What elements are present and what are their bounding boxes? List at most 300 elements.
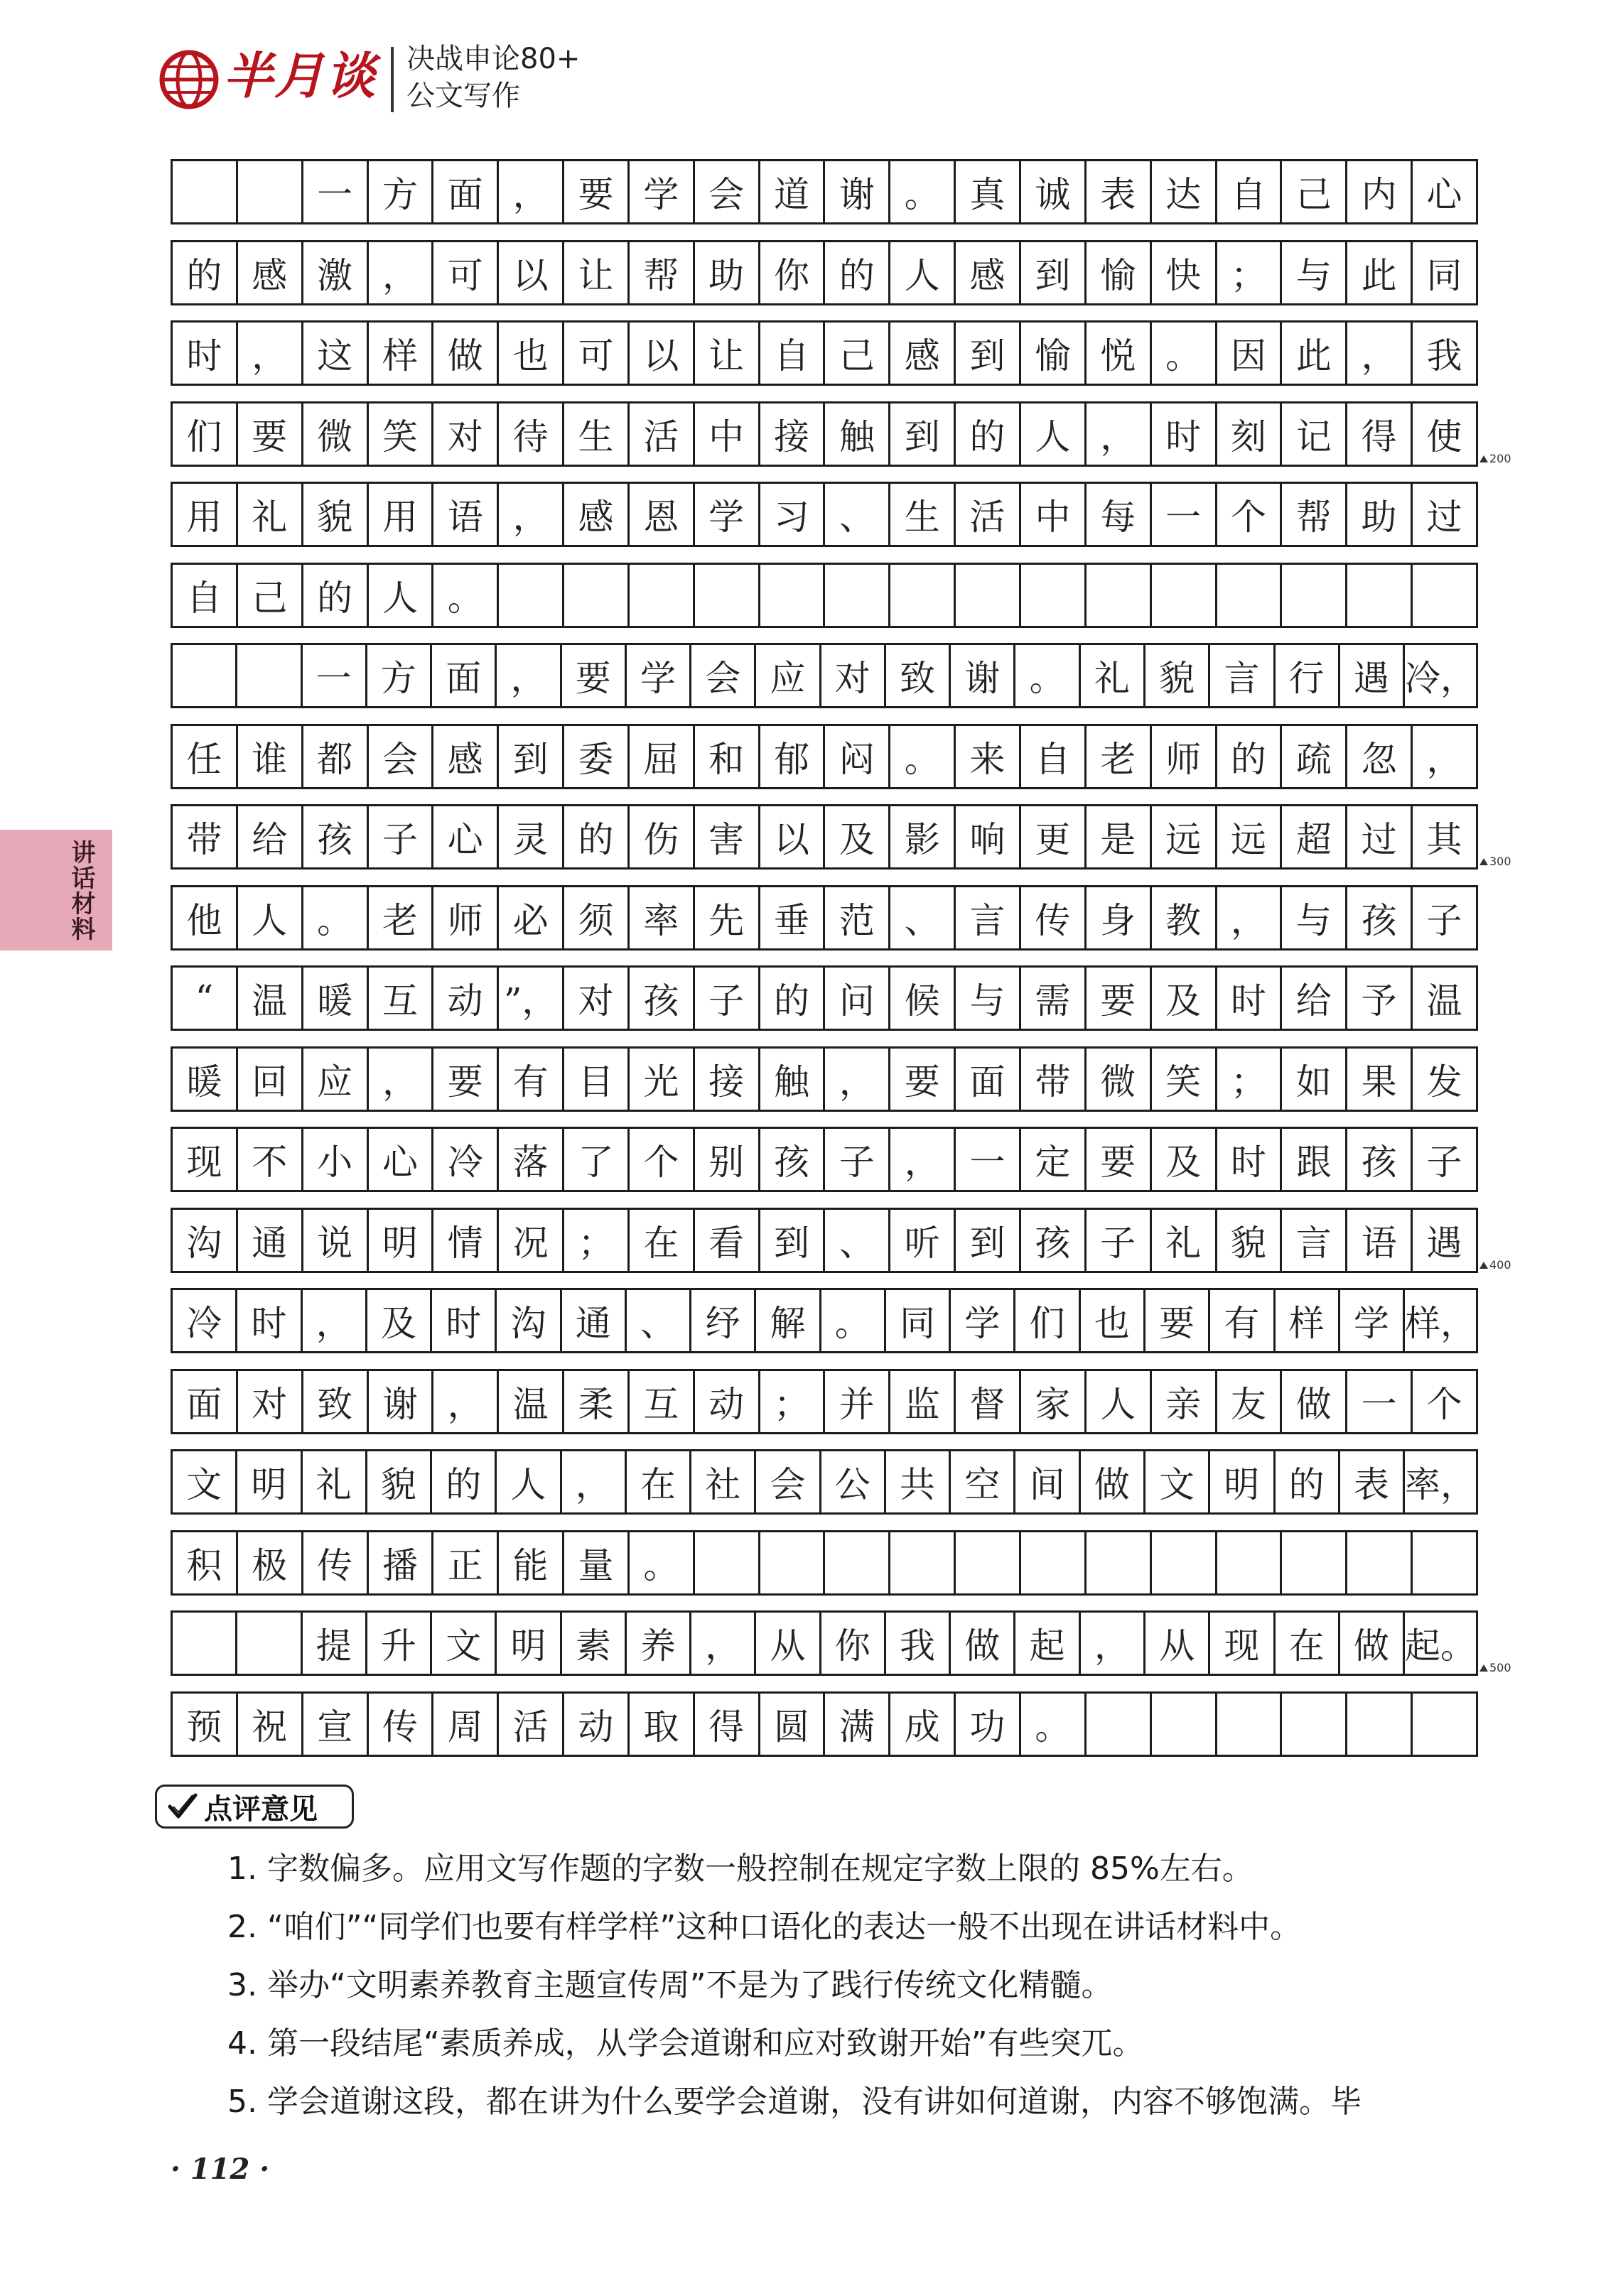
grid-cell <box>1152 1694 1217 1755</box>
grid-cell: 触 <box>825 404 890 465</box>
grid-cell: 的 <box>956 404 1021 465</box>
grid-cell: 微 <box>303 404 369 465</box>
grid-cell: 亲 <box>1152 1371 1217 1432</box>
grid-cell: ， <box>303 1290 367 1351</box>
grid-cell: 谢 <box>825 161 890 222</box>
grid-cell: 及 <box>1152 968 1217 1029</box>
grid-cell: 有 <box>499 1049 564 1110</box>
grid-cell: 督 <box>956 1371 1021 1432</box>
word-count-marker <box>1479 855 1511 868</box>
grid-cell: 一 <box>303 161 369 222</box>
grid-cell: 候 <box>890 968 956 1029</box>
grid-cell: 做 <box>433 323 499 384</box>
grid-cell: 通 <box>562 1290 627 1351</box>
grid-cell: 、 <box>627 1290 691 1351</box>
triangle-marker-icon <box>1479 858 1488 865</box>
grid-cell: 率， <box>1405 1464 1477 1505</box>
grid-cell: 。 <box>890 726 956 787</box>
grid-row <box>171 1530 1478 1596</box>
grid-cell: 现 <box>1210 1613 1275 1674</box>
grid-cell: 暖 <box>173 1049 238 1110</box>
grid-cell: 帮 <box>630 242 695 303</box>
comment-item: 2. “咱们”“同学们也要有样学样”这种口语化的表达一般不出现在讲话材料中。 <box>227 1909 1302 1945</box>
grid-cell: 明 <box>369 1210 434 1271</box>
grid-cell: 到 <box>890 404 956 465</box>
grid-cell: 貌 <box>1217 1210 1283 1271</box>
grid-cell <box>695 1532 760 1593</box>
grid-cell: 。 <box>1021 1694 1087 1755</box>
grid-cell: 会 <box>695 161 760 222</box>
grid-cell: 问 <box>825 968 890 1029</box>
word-count-label: 200 <box>1489 451 1511 465</box>
grid-cell: 应 <box>756 645 821 706</box>
grid-cell: 言 <box>956 887 1021 948</box>
grid-cell: 取 <box>630 1694 695 1755</box>
grid-cell: 貌 <box>1146 645 1210 706</box>
grid-cell: 对 <box>564 968 630 1029</box>
grid-cell: 沟 <box>173 1210 238 1271</box>
grid-cell: 快 <box>1152 242 1217 303</box>
grid-cell: 活 <box>956 484 1021 545</box>
grid-cell: 一 <box>1347 1371 1413 1432</box>
grid-cell: 要 <box>562 645 627 706</box>
grid-cell: 、 <box>890 887 956 948</box>
grid-cell: 极 <box>238 1532 303 1593</box>
grid-cell <box>1087 565 1152 626</box>
grid-cell: 师 <box>1152 726 1217 787</box>
grid-cell: 满 <box>825 1694 890 1755</box>
grid-row <box>171 1610 1478 1676</box>
grid-cell: 互 <box>369 968 434 1029</box>
grid-cell: 社 <box>691 1451 756 1512</box>
grid-cell: 及 <box>825 806 890 867</box>
grid-cell: 发 <box>1426 1061 1462 1103</box>
grid-cell: 子 <box>1087 1210 1152 1271</box>
grid-cell: 使 <box>1426 416 1462 457</box>
grid-cell: 跟 <box>1282 1129 1347 1190</box>
grid-cell: 了 <box>564 1129 630 1190</box>
grid-row <box>171 563 1478 628</box>
triangle-marker-icon <box>1479 1262 1488 1269</box>
grid-cell: 人 <box>890 242 956 303</box>
grid-cell: 貌 <box>367 1451 432 1512</box>
grid-cell: 起。 <box>1405 1625 1477 1667</box>
grid-cell: 不 <box>238 1129 303 1190</box>
grid-cell: 积 <box>173 1532 238 1593</box>
grid-cell <box>890 565 956 626</box>
grid-cell: 感 <box>890 323 956 384</box>
grid-cell: 传 <box>1021 887 1087 948</box>
grid-cell <box>238 161 303 222</box>
grid-cell: 公 <box>821 1451 886 1512</box>
comment-item: 1. 字数偏多。应用文写作题的字数一般控制在规定字数上限的 85%左右。 <box>227 1851 1254 1887</box>
grid-cell: 闷 <box>825 726 890 787</box>
brand-name: 半月谈 <box>223 47 377 105</box>
word-count-label: 500 <box>1489 1661 1511 1674</box>
grid-cell: 。 <box>1152 323 1217 384</box>
grid-cell: 家 <box>1021 1371 1087 1432</box>
grid-cell: 语 <box>433 484 499 545</box>
grid-cell: 师 <box>433 887 499 948</box>
grid-cell: 个 <box>630 1129 695 1190</box>
word-count-marker <box>1479 1259 1511 1272</box>
grid-cell: 此 <box>1282 323 1347 384</box>
grid-cell <box>695 565 760 626</box>
grid-cell: 要 <box>433 1049 499 1110</box>
grid-cell: 明 <box>497 1613 561 1674</box>
grid-row <box>171 159 1478 224</box>
grid-cell: 学 <box>1340 1290 1405 1351</box>
grid-cell: 是 <box>1087 806 1152 867</box>
grid-cell: 。 <box>1015 645 1080 706</box>
grid-cell: 人 <box>1021 404 1087 465</box>
grid-cell: ， <box>499 161 564 222</box>
grid-cell: 言 <box>1210 645 1275 706</box>
grid-cell: 更 <box>1021 806 1087 867</box>
grid-cell: 样 <box>1276 1290 1340 1351</box>
grid-cell: ； <box>1217 1049 1283 1110</box>
grid-cell: 明 <box>237 1451 302 1512</box>
grid-cell: 远 <box>1217 806 1283 867</box>
grid-cell <box>173 1613 237 1674</box>
word-count-label: 400 <box>1489 1257 1511 1272</box>
grid-cell: 给 <box>238 806 303 867</box>
grid-cell: 激 <box>303 242 369 303</box>
grid-cell: 须 <box>564 887 630 948</box>
grid-cell: 礼 <box>1152 1210 1217 1271</box>
grid-row <box>171 885 1478 951</box>
grid-cell: 活 <box>630 404 695 465</box>
grid-cell: ； <box>1217 242 1283 303</box>
grid-cell: ， <box>1426 738 1462 780</box>
grid-cell: 得 <box>1347 404 1413 465</box>
grid-cell: 的 <box>432 1451 497 1512</box>
grid-cell: ， <box>1087 404 1152 465</box>
grid-cell: 带 <box>173 806 238 867</box>
grid-cell <box>1152 1532 1217 1593</box>
grid-cell: 升 <box>367 1613 432 1674</box>
grid-cell: 致 <box>886 645 951 706</box>
grid-cell: 周 <box>433 1694 499 1755</box>
triangle-marker-icon <box>1479 1664 1488 1672</box>
grid-cell: 给 <box>1282 968 1347 1029</box>
grid-cell: 动 <box>564 1694 630 1755</box>
comment-item: 5. 学会道谢这段，都在讲为什么要学会道谢，没有讲如何道谢，内容不够饱满。毕 <box>227 2084 1362 2120</box>
grid-cell: 成 <box>890 1694 956 1755</box>
grid-cell <box>1021 565 1087 626</box>
grid-cell: 恩 <box>630 484 695 545</box>
grid-cell: 暖 <box>303 968 369 1029</box>
grid-cell: 功 <box>956 1694 1021 1755</box>
grid-cell: 间 <box>1015 1451 1080 1512</box>
grid-cell: 同 <box>1426 254 1462 296</box>
grid-cell: 到 <box>956 1210 1021 1271</box>
grid-cell: 的 <box>760 968 826 1029</box>
grid-cell: 生 <box>890 484 956 545</box>
grid-cell: 沟 <box>497 1290 561 1351</box>
grid-cell: 愉 <box>1021 323 1087 384</box>
grid-cell: 别 <box>695 1129 760 1190</box>
grid-cell: 孩 <box>630 968 695 1029</box>
grid-cell: 可 <box>564 323 630 384</box>
grid-cell <box>1347 1694 1413 1755</box>
grid-cell: 礼 <box>1081 645 1146 706</box>
grid-cell: 时 <box>432 1290 497 1351</box>
grid-cell: 人 <box>369 565 434 626</box>
grid-cell <box>173 645 237 706</box>
grid-cell: 达 <box>1152 161 1217 222</box>
grid-cell: 谁 <box>238 726 303 787</box>
grid-cell: 温 <box>1426 980 1462 1022</box>
grid-cell: 也 <box>1081 1290 1146 1351</box>
grid-cell: 因 <box>1217 323 1283 384</box>
grid-cell: 到 <box>499 726 564 787</box>
grid-cell: ， <box>890 1129 956 1190</box>
grid-cell <box>825 1532 890 1593</box>
grid-cell: 定 <box>1021 1129 1087 1190</box>
grid-cell: 面 <box>433 161 499 222</box>
grid-cell: 屈 <box>630 726 695 787</box>
grid-cell: 柔 <box>564 1371 630 1432</box>
grid-cell: 带 <box>1021 1049 1087 1110</box>
grid-cell: 落 <box>499 1129 564 1190</box>
grid-cell: 学 <box>951 1290 1015 1351</box>
grid-cell: 愉 <box>1087 242 1152 303</box>
grid-cell: 生 <box>564 404 630 465</box>
book-title: 公文写作 <box>406 80 520 112</box>
grid-cell: 内 <box>1347 161 1413 222</box>
grid-cell: 必 <box>499 887 564 948</box>
grid-cell: 中 <box>695 404 760 465</box>
comment-item: 4. 第一段结尾“素质养成，从学会道谢和应对致谢开始”有些突兀。 <box>227 2025 1144 2062</box>
grid-cell: 明 <box>1210 1451 1275 1512</box>
grid-cell: 学 <box>695 484 760 545</box>
grid-row <box>171 1449 1478 1515</box>
grid-cell: 悦 <box>1087 323 1152 384</box>
grid-cell: 礼 <box>303 1451 367 1512</box>
grid-cell <box>1347 565 1413 626</box>
grid-cell: ， <box>369 242 434 303</box>
grid-cell: ； <box>760 1371 826 1432</box>
grid-cell <box>1282 1532 1347 1593</box>
grid-cell: 你 <box>821 1613 886 1674</box>
grid-cell: 并 <box>825 1371 890 1432</box>
grid-cell: 的 <box>1276 1451 1340 1512</box>
grid-cell <box>760 1532 826 1593</box>
grid-cell: 语 <box>1347 1210 1413 1271</box>
grid-cell: 任 <box>173 726 238 787</box>
grid-cell: 及 <box>1152 1129 1217 1190</box>
grid-cell: 笑 <box>369 404 434 465</box>
grid-cell: 灵 <box>499 806 564 867</box>
grid-cell: ， <box>238 323 303 384</box>
grid-cell: 接 <box>760 404 826 465</box>
grid-cell: 心 <box>433 806 499 867</box>
grid-cell: ， <box>1217 887 1283 948</box>
grid-cell: 做 <box>1282 1371 1347 1432</box>
grid-cell: 笑 <box>1152 1049 1217 1110</box>
grid-cell: 伤 <box>630 806 695 867</box>
grid-cell: 时 <box>1217 968 1283 1029</box>
page-number: · 112 · <box>171 2152 270 2186</box>
grid-cell: ， <box>1081 1613 1146 1674</box>
grid-cell: 的 <box>825 242 890 303</box>
grid-cell: ， <box>497 645 561 706</box>
grid-cell: 时 <box>1152 404 1217 465</box>
grid-cell: 要 <box>1087 968 1152 1029</box>
comment-list <box>227 1840 1506 2131</box>
grid-cell: 习 <box>760 484 826 545</box>
grid-cell: 子 <box>1426 899 1462 941</box>
grid-cell <box>1087 1532 1152 1593</box>
grid-cell: 先 <box>695 887 760 948</box>
grid-cell: 文 <box>1146 1451 1210 1512</box>
grid-cell: 我 <box>1426 335 1462 377</box>
grid-cell: 其 <box>1426 819 1462 860</box>
grid-cell: 真 <box>956 161 1021 222</box>
grid-cell: ， <box>369 1049 434 1110</box>
grid-cell: 冷 <box>433 1129 499 1190</box>
grid-cell: 起 <box>1015 1613 1080 1674</box>
grid-cell: 教 <box>1152 887 1217 948</box>
grid-cell: 同 <box>886 1290 951 1351</box>
grid-cell: 我 <box>886 1613 951 1674</box>
grid-cell: 以 <box>499 242 564 303</box>
grid-cell: 在 <box>630 1210 695 1271</box>
grid-cell: 现 <box>173 1129 238 1190</box>
grid-cell: ， <box>562 1451 627 1512</box>
grid-cell: 疏 <box>1282 726 1347 787</box>
grid-cell: 可 <box>433 242 499 303</box>
grid-cell: 道 <box>760 161 826 222</box>
grid-cell: 礼 <box>238 484 303 545</box>
grid-cell: 得 <box>695 1694 760 1755</box>
grid-cell: 委 <box>564 726 630 787</box>
grid-cell: 老 <box>369 887 434 948</box>
comment-title: 点评意见 <box>204 1792 318 1826</box>
grid-cell: 说 <box>303 1210 369 1271</box>
grid-cell: 圆 <box>760 1694 826 1755</box>
grid-cell <box>173 161 238 222</box>
grid-cell: 己 <box>1282 161 1347 222</box>
grid-cell: ， <box>433 1371 499 1432</box>
grid-cell: 帮 <box>1282 484 1347 545</box>
grid-cell: 样 <box>369 323 434 384</box>
grid-cell: ， <box>691 1613 756 1674</box>
grid-cell: 。 <box>630 1532 695 1593</box>
grid-cell <box>1021 1532 1087 1593</box>
grid-cell: 郁 <box>760 726 826 787</box>
grid-cell: 致 <box>303 1371 369 1432</box>
grid-cell: 以 <box>630 323 695 384</box>
grid-cell: 每 <box>1087 484 1152 545</box>
grid-row <box>171 1691 1478 1757</box>
grid-cell: 面 <box>173 1371 238 1432</box>
grid-cell: 纾 <box>691 1290 756 1351</box>
grid-cell: 影 <box>890 806 956 867</box>
word-count-label: 300 <box>1489 855 1511 868</box>
grid-cell: 素 <box>562 1613 627 1674</box>
grid-cell: 有 <box>1210 1290 1275 1351</box>
grid-cell: 谢 <box>369 1371 434 1432</box>
grid-cell <box>760 565 826 626</box>
grid-cell: 时 <box>1217 1129 1283 1190</box>
grid-cell: 自 <box>1217 161 1283 222</box>
word-count-marker <box>1479 453 1511 465</box>
grid-cell: 予 <box>1347 968 1413 1029</box>
grid-cell: 子 <box>369 806 434 867</box>
grid-cell: 子 <box>695 968 760 1029</box>
grid-row <box>171 1208 1478 1273</box>
grid-cell: 心 <box>369 1129 434 1190</box>
grid-cell: 的 <box>303 565 369 626</box>
grid-cell: 养 <box>627 1613 691 1674</box>
grid-cell: ， <box>499 484 564 545</box>
grid-cell: 况 <box>499 1210 564 1271</box>
grid-cell <box>564 565 630 626</box>
grid-cell: 孩 <box>1347 1129 1413 1190</box>
grid-cell: 会 <box>756 1451 821 1512</box>
grid-cell: 中 <box>1021 484 1087 545</box>
grid-cell: 会 <box>369 726 434 787</box>
grid-cell: 孩 <box>303 806 369 867</box>
grid-cell: 都 <box>303 726 369 787</box>
grid-cell: 面 <box>432 645 497 706</box>
grid-row <box>171 804 1478 870</box>
grid-cell: 解 <box>756 1290 821 1351</box>
grid-cell: 感 <box>238 242 303 303</box>
grid-cell: 率 <box>630 887 695 948</box>
grid-cell: 从 <box>756 1613 821 1674</box>
side-tab-label: 讲话材料 <box>67 840 95 942</box>
grid-cell: 对 <box>821 645 886 706</box>
grid-cell: 听 <box>890 1210 956 1271</box>
grid-cell: 心 <box>1426 174 1462 215</box>
grid-cell <box>1347 1532 1413 1593</box>
grid-cell: 人 <box>497 1451 561 1512</box>
grid-cell: 看 <box>695 1210 760 1271</box>
grid-cell: 。 <box>890 161 956 222</box>
comment-badge <box>155 1785 354 1829</box>
grid-cell: 应 <box>303 1049 369 1110</box>
grid-cell: 自 <box>760 323 826 384</box>
grid-cell: 远 <box>1152 806 1217 867</box>
grid-cell: 个 <box>1217 484 1283 545</box>
grid-cell: ， <box>1347 323 1413 384</box>
grid-cell: 孩 <box>1021 1210 1087 1271</box>
grid-cell: 冷， <box>1405 658 1477 699</box>
grid-cell: 播 <box>369 1532 434 1593</box>
grid-cell: 会 <box>691 645 756 706</box>
grid-cell: 如 <box>1282 1049 1347 1110</box>
grid-cell: 做 <box>1340 1613 1405 1674</box>
grid-cell: 要 <box>1087 1129 1152 1190</box>
grid-cell: 诚 <box>1021 161 1087 222</box>
grid-cell: 要 <box>1146 1290 1210 1351</box>
grid-cell: 活 <box>499 1694 564 1755</box>
grid-row <box>171 643 1478 708</box>
grid-cell: 能 <box>499 1532 564 1593</box>
grid-cell: 从 <box>1146 1613 1210 1674</box>
grid-cell: 们 <box>1015 1290 1080 1351</box>
grid-cell: 的 <box>564 806 630 867</box>
grid-cell: 老 <box>1087 726 1152 787</box>
grid-cell: 身 <box>1087 887 1152 948</box>
grid-cell <box>1087 1694 1152 1755</box>
grid-cell: 动 <box>433 968 499 1029</box>
grid-cell: 刻 <box>1217 404 1283 465</box>
grid-cell: 学 <box>630 161 695 222</box>
